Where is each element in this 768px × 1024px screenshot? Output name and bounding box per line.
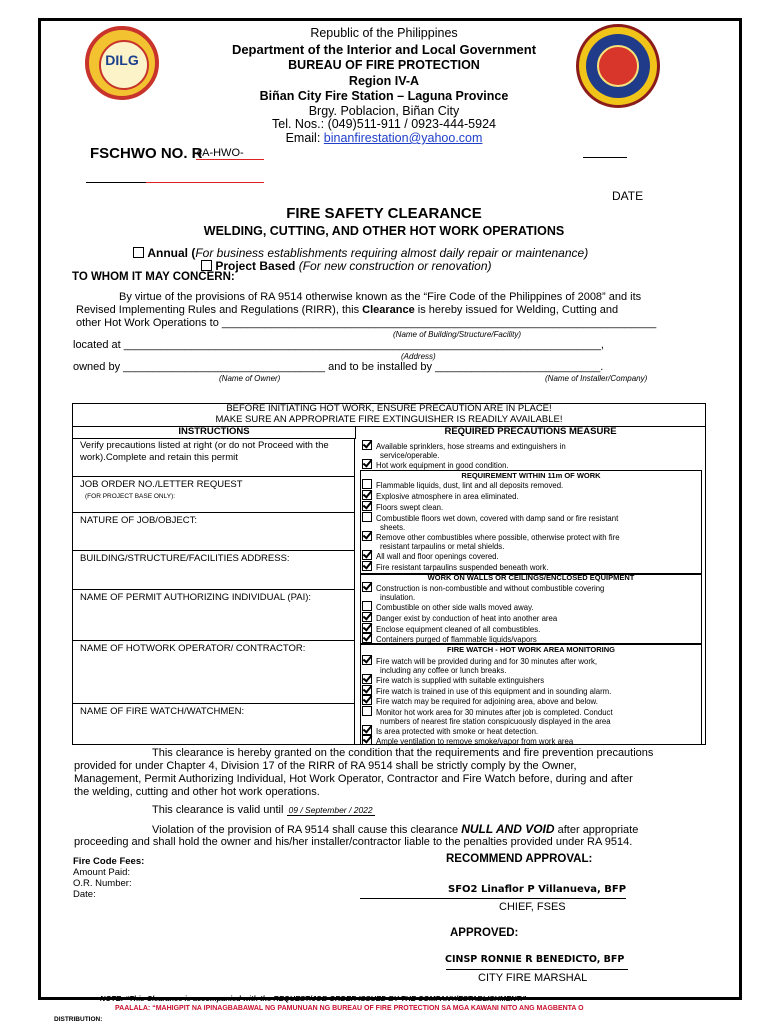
violation-line-2: proceeding and shall hold the owner and his/her installer/contractor liable to the penalties provided under RA 9514.	[74, 836, 633, 848]
annual-description: For business establishments requiring almost daily repair or maintenance)	[195, 246, 589, 260]
region-line: Region IV-A	[348, 74, 420, 88]
checklist-item	[362, 612, 557, 623]
checklist-item-text-continued: sheets.	[380, 523, 406, 532]
clearance-subtitle: WELDING, CUTTING, AND OTHER HOT WORK OPERATIONS	[203, 224, 565, 238]
republic-line: Republic of the Philippines	[310, 26, 458, 40]
checked-checkbox[interactable]	[362, 490, 372, 500]
checked-checkbox[interactable]	[362, 550, 372, 560]
checklist-item	[362, 633, 537, 644]
checklist-item	[362, 512, 618, 532]
unchecked-checkbox[interactable]	[362, 479, 372, 489]
recommend-signatory-name: SFO2 Linaflor P Villanueva, BFP	[448, 884, 627, 895]
checklist-item-text: All wall and floor openings covered.	[376, 552, 499, 561]
fschwo-number-field[interactable]: 4A-HWO-	[196, 147, 264, 160]
checklist-item	[362, 531, 620, 551]
validity-label: This clearance is valid until	[152, 804, 284, 816]
fees-date-field[interactable]: Date:	[73, 889, 96, 900]
checked-checkbox[interactable]	[362, 582, 372, 592]
closing-line-4: the welding, cutting and other hot work operations.	[74, 786, 320, 798]
checklist-item-text: Construction is non-combustible and without combustible covering	[376, 584, 605, 593]
checked-checkbox[interactable]	[362, 633, 372, 643]
job-order-field[interactable]	[73, 477, 355, 513]
bureau-line: BUREAU OF FIRE PROTECTION	[288, 58, 480, 72]
sec2-title: WORK ON WALLS OR CEILINGS/ENCLOSED EQUIPMENT	[427, 573, 635, 582]
checklist-item-text: Ample ventilation to remove smoke/vapor from work area	[376, 737, 574, 746]
checked-checkbox[interactable]	[362, 531, 372, 541]
station-line: Biñan City Fire Station – Laguna Province	[259, 89, 509, 103]
recommend-signatory-title: CHIEF, FSES	[499, 901, 566, 913]
unchecked-checkbox[interactable]	[362, 706, 372, 716]
closing-line-3: Management, Permit Authorizing Individual, Hot Work Operator, Contractor and Fire Watch before, during and after	[74, 773, 633, 785]
checklist-item	[362, 490, 519, 501]
banner-line-1: BEFORE INITIATING HOT WORK, ENSURE PRECAUTION ARE IN PLACE!	[226, 403, 552, 414]
owner-installer-field[interactable]: owned by _________________________________ and to be installed by ___________________________.	[73, 361, 604, 373]
building-address-field[interactable]: BUILDING/STRUCTURE/FACILITIES ADDRESS:	[73, 551, 355, 590]
department-line: Department of the Interior and Local Government	[231, 42, 537, 57]
project-description: (For new construction or renovation)	[298, 259, 492, 273]
checklist-item-text: Danger exist by conduction of heat into another area	[376, 614, 558, 623]
building-caption: (Name of Building/Structure/Facility)	[393, 330, 522, 339]
annual-option	[133, 246, 588, 260]
checklist-item	[362, 479, 563, 490]
checklist-item-text: Fire watch is trained in use of this equipment and in sounding alarm.	[376, 687, 612, 696]
job-order-note: (FOR PROJECT BASE ONLY):	[85, 492, 176, 500]
validity-date-field[interactable]: 09 / September / 2022	[288, 805, 373, 815]
annual-label: Annual (	[147, 246, 196, 260]
telephone-line: Tel. Nos.: (049)511-911 / 0923-444-5924	[272, 117, 496, 131]
checklist-item	[362, 440, 566, 460]
fschwo-underline	[86, 182, 146, 183]
project-checkbox[interactable]	[201, 260, 212, 271]
address-caption: (Address)	[401, 352, 436, 361]
checked-checkbox[interactable]	[362, 695, 372, 705]
approved-signature-line	[446, 969, 628, 970]
sec3-title: FIRE WATCH - HOT WORK AREA MONITORING	[447, 645, 615, 654]
closing-line-1: This clearance is hereby granted on the condition that the requirements and fire prevention precautions	[152, 747, 654, 759]
recommend-signature-line	[360, 898, 626, 899]
checklist-item-text: Fire watch may be required for adjoining area, above and below.	[376, 697, 598, 706]
approved-signatory-name: CINSP RONNIE R BENEDICTO, BFP	[445, 954, 625, 965]
closing-line-2: provided for under Chapter 4, Division 17 of the RIRR of RA 9514 shall be strictly comply by the Owner,	[74, 760, 577, 772]
measures-header: REQUIRED PRECAUTIONS MEASURE	[444, 426, 617, 437]
annual-checkbox[interactable]	[133, 247, 144, 258]
building-field[interactable]: other Hot Work Operations to _______________________________________________________________________	[76, 317, 657, 329]
checklist-item-text: Monitor hot work area for 30 minutes after job is completed. Conduct	[376, 708, 613, 717]
checklist-item-text: Enclose equipment cleaned of all combustibles.	[376, 625, 541, 634]
approved-signatory-title: CITY FIRE MARSHAL	[478, 972, 588, 984]
checked-checkbox[interactable]	[362, 440, 372, 450]
fschwo-underline-red	[146, 182, 264, 183]
salutation: TO WHOM IT MAY CONCERN:	[72, 271, 235, 283]
banner-line-2: MAKE SURE AN APPROPRIATE FIRE EXTINGUISHER IS READILY AVAILABLE!	[215, 413, 563, 425]
email-link[interactable]: binanfirestation@yahoo.com	[323, 131, 483, 145]
fees-title: Fire Code Fees:	[73, 856, 145, 867]
approved-label: APPROVED:	[450, 927, 519, 939]
instruction-verify: Verify precautions listed at right (or do not Proceed with the work).Complete and retain this permit	[73, 438, 355, 477]
date-underline[interactable]	[583, 157, 627, 158]
fschwo-label: FSCHWO NO. R	[90, 145, 203, 162]
amount-paid-field[interactable]: Amount Paid:	[73, 867, 131, 878]
checklist-item	[362, 550, 499, 561]
checklist-item	[362, 561, 549, 572]
checklist-item-text: Available sprinklers, hose streams and extinguishers in	[376, 442, 566, 451]
recommend-approval-label: RECOMMEND APPROVAL:	[446, 853, 593, 865]
checklist-item-text: Combustible on other side walls moved away.	[376, 603, 534, 612]
checklist-item-text-continued: resistant tarpaulins or metal shields.	[380, 542, 505, 551]
checklist-item-text-continued: service/operable.	[380, 451, 440, 460]
checklist-item	[362, 674, 544, 685]
footer-note: NOTE: “This Clearance is accompanied with the REQUEST/JOB ORDER ISSUED BY THE COMPANY/ESTABLISHMENT.”	[100, 994, 527, 1003]
footer-paalala: PAALALA: “MAHIGPIT NA IPINAGBABAWAL NG PAMUNUAN NG BUREAU OF FIRE PROTECTION SA MGA KAWANI NITO ANG MAGBENTA O	[115, 1005, 584, 1012]
checked-checkbox[interactable]	[362, 501, 372, 511]
instructions-header: INSTRUCTIONS	[73, 426, 356, 439]
email-label: Email:	[285, 131, 321, 145]
checked-checkbox[interactable]	[362, 561, 372, 571]
checklist-item-text-continued: insulation.	[380, 593, 416, 602]
checklist-item-text: Flammable liquids, dust, lint and all deposits removed.	[376, 481, 564, 490]
validity-line	[152, 804, 375, 818]
checklist-item-text: Is area protected with smoke or heat detection.	[376, 727, 539, 736]
checklist-item-text-continued: numbers of nearest fire station conspicuously displayed in the area	[380, 717, 611, 726]
owner-caption: (Name of Owner)	[219, 374, 281, 383]
checklist-item	[362, 582, 604, 602]
checked-checkbox[interactable]	[362, 612, 372, 622]
checklist-item-text: Containers purged of flammable liquids/vapors	[376, 635, 537, 644]
distribution-label: DISTRIBUTION:	[54, 1016, 103, 1023]
checklist-item	[362, 459, 509, 470]
checklist-item-text: Hot work equipment in good condition.	[376, 461, 509, 470]
checklist-item	[362, 695, 598, 706]
installer-caption: (Name of Installer/Company)	[545, 374, 648, 383]
checklist-item-text: Fire watch is supplied with suitable extinguishers	[376, 676, 545, 685]
address-line: Brgy. Poblacion, Biñan City	[308, 104, 460, 118]
address-field[interactable]: located at ______________________________________________________________________________,	[73, 339, 604, 351]
sec1-title: REQUIREMENT WITHIN 11m OF WORK	[461, 471, 601, 480]
intro-line-1: By virtue of the provisions of RA 9514 otherwise known as the “Fire Code of the Philippines of 2008” and its	[119, 291, 642, 303]
hotwork-operator-field[interactable]: NAME OF HOTWORK OPERATOR/ CONTRACTOR:	[73, 641, 355, 704]
project-option	[201, 259, 491, 273]
violation-line-1: Violation of the provision of RA 9514 shall cause this clearance NULL AND VOID after appropriate	[152, 822, 639, 836]
pai-field[interactable]: NAME OF PERMIT AUTHORIZING INDIVIDUAL (PAI):	[73, 590, 355, 641]
clearance-title: FIRE SAFETY CLEARANCE	[286, 205, 482, 222]
checklist-item-text: Floors swept clean.	[376, 503, 444, 512]
dilg-seal-logo: DILG	[85, 26, 159, 100]
checked-checkbox[interactable]	[362, 459, 372, 469]
checklist-item	[362, 655, 597, 675]
checked-checkbox[interactable]	[362, 674, 372, 684]
table-banner	[73, 404, 705, 427]
fire-watch-field[interactable]: NAME OF FIRE WATCH/WATCHMEN:	[73, 704, 355, 744]
checklist-item	[362, 735, 573, 746]
checked-checkbox[interactable]	[362, 655, 372, 665]
checklist-item-text-continued: including any coffee or lunch breaks.	[380, 666, 507, 675]
project-label: Project Based	[215, 259, 296, 273]
checklist-item	[362, 601, 534, 612]
email-line	[0, 131, 768, 145]
checklist-item-text: Explosive atmosphere in area eliminated.	[376, 492, 519, 501]
unchecked-checkbox[interactable]	[362, 601, 372, 611]
checklist-item-text: Remove other combustibles where possible, otherwise protect with fire	[376, 533, 620, 542]
unchecked-checkbox[interactable]	[362, 512, 372, 522]
job-order-label: JOB ORDER NO./LETTER REQUEST	[80, 479, 243, 490]
checklist-item	[362, 706, 613, 726]
checklist-item-text: Fire resistant tarpaulins suspended beneath work.	[376, 563, 549, 572]
date-label: DATE	[612, 189, 644, 203]
checklist-item	[362, 501, 443, 512]
checked-checkbox[interactable]	[362, 735, 372, 745]
checklist-item-text: Combustible floors wet down, covered with damp sand or fire resistant	[376, 514, 619, 523]
intro-line-2: Revised Implementing Rules and Regulations (RIRR), this Clearance is hereby issued for Welding, Cutting and	[76, 304, 619, 316]
checklist-item-text: Fire watch will be provided during and for 30 minutes after work,	[376, 657, 598, 666]
or-number-field[interactable]: O.R. Number:	[73, 878, 132, 889]
nature-of-job-field[interactable]: NATURE OF JOB/OBJECT:	[73, 513, 355, 551]
